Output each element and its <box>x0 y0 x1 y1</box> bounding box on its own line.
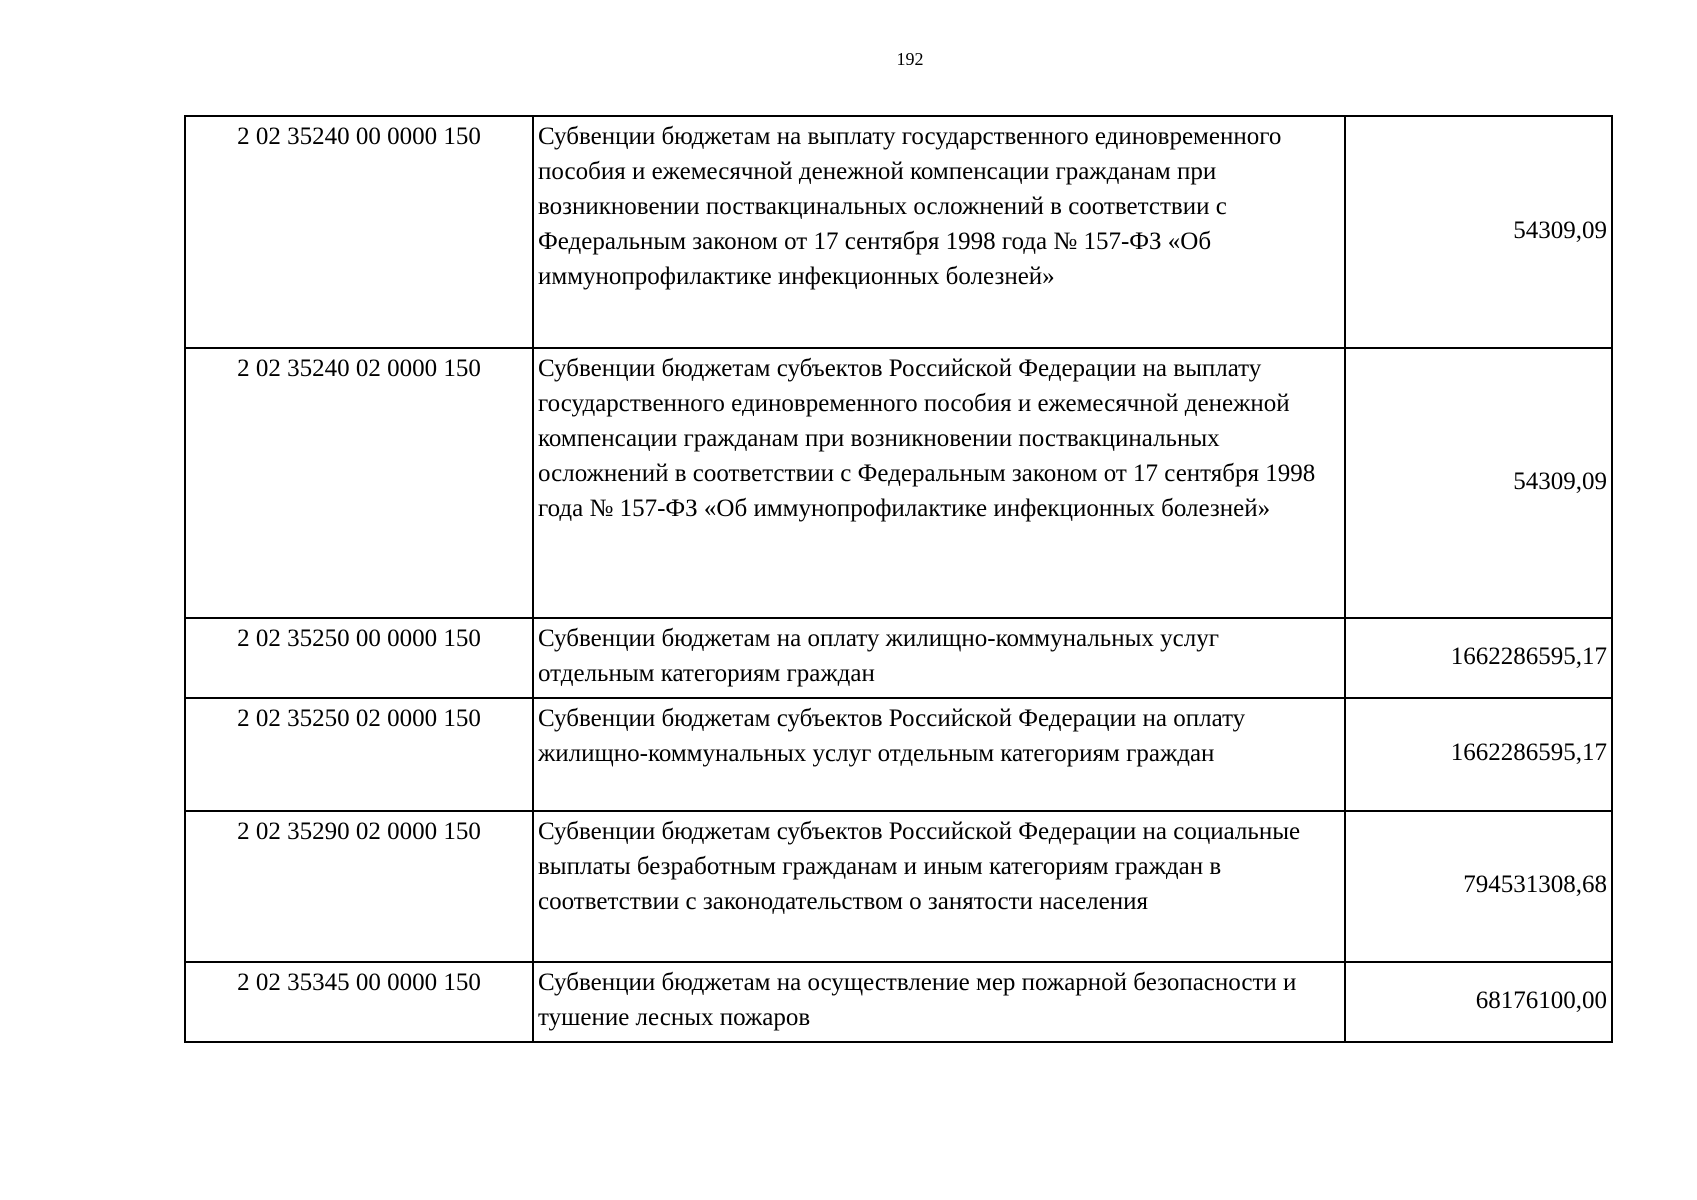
table-row <box>185 348 1612 618</box>
table-row <box>185 962 1612 1042</box>
amount-cell: 794531308,68 <box>1345 811 1612 962</box>
description-cell: Субвенции бюджетам на осуществление мер пожарной безопасности и тушение лесных пожаров <box>533 962 1345 1042</box>
amount-cell: 54309,09 <box>1345 348 1612 618</box>
amount-cell: 54309,09 <box>1345 116 1612 348</box>
amount-cell: 1662286595,17 <box>1345 698 1612 811</box>
budget-table <box>184 115 1613 1043</box>
table-row <box>185 811 1612 962</box>
budget-code-cell: 2 02 35250 00 0000 150 <box>185 618 533 698</box>
description-cell: Субвенции бюджетам субъектов Российской Федерации на оплату жилищно-коммунальных услуг отдельным категориям граждан <box>533 698 1345 811</box>
page-number: 192 <box>896 49 924 69</box>
budget-code-cell: 2 02 35250 02 0000 150 <box>185 698 533 811</box>
description-cell: Субвенции бюджетам на выплату государственного единовременного пособия и ежемесячной денежной компенсации гражданам при возникновении поствакцинальных осложнений в соответствии с Федеральным законом от 17 сентября 1998 года № 157-ФЗ «Об иммунопрофилактике инфекционных болезней» <box>533 116 1345 348</box>
table-row <box>185 618 1612 698</box>
table-row <box>185 698 1612 811</box>
description-cell: Субвенции бюджетам на оплату жилищно-коммунальных услуг отдельным категориям граждан <box>533 618 1345 698</box>
budget-code-cell: 2 02 35240 00 0000 150 <box>185 116 533 348</box>
amount-cell: 1662286595,17 <box>1345 618 1612 698</box>
amount-cell: 68176100,00 <box>1345 962 1612 1042</box>
budget-code-cell: 2 02 35240 02 0000 150 <box>185 348 533 618</box>
description-cell: Субвенции бюджетам субъектов Российской Федерации на выплату государственного единовременного пособия и ежемесячной денежной компенсации гражданам при возникновении поствакцинальных осложнений в соответствии с Федеральным законом от 17 сентября 1998 года № 157-ФЗ «Об иммунопрофилактике инфекционных болезней» <box>533 348 1345 618</box>
description-cell: Субвенции бюджетам субъектов Российской Федерации на социальные выплаты безработным гражданам и иным категориям граждан в соответствии с законодательством о занятости населения <box>533 811 1345 962</box>
budget-code-cell: 2 02 35290 02 0000 150 <box>185 811 533 962</box>
table-row <box>185 116 1612 348</box>
budget-code-cell: 2 02 35345 00 0000 150 <box>185 962 533 1042</box>
